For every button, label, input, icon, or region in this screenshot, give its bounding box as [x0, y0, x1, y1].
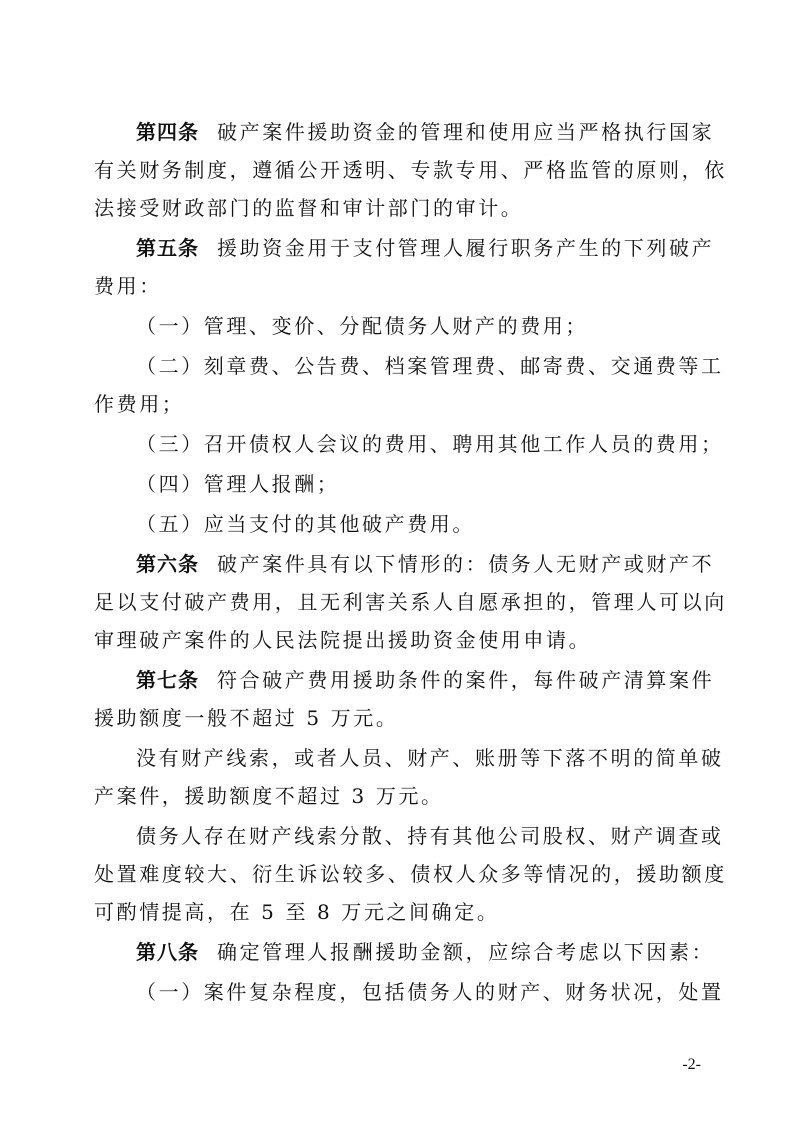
line-text: 援助资金用于支付管理人履行职务产生的下列破产	[217, 236, 715, 260]
article-6-line-2	[94, 583, 727, 621]
line-text: 符合破产费用援助条件的案件，每件破产清算案件	[217, 668, 715, 692]
line-text: （一）案件复杂程度，包括债务人的财产、财务状况，处置	[136, 980, 724, 1004]
line-text: （一）管理、变价、分配债务人财产的费用；	[136, 314, 588, 338]
article-5-item-5	[136, 505, 714, 543]
article-5-line-1	[136, 229, 714, 267]
article-7-para-3-line-2	[94, 855, 727, 893]
line-text: 处置难度较大、衍生诉讼较多、债权人众多等情况的，援助额度	[94, 862, 727, 886]
line-text: （二）刻章费、公告费、档案管理费、邮寄费、交通费等工	[136, 354, 724, 378]
article-7-para-3-line-1	[136, 817, 724, 855]
article-7-para-2-line-2	[94, 777, 714, 815]
page-number: -2-	[682, 1056, 701, 1073]
article-heading: 第六条	[136, 552, 199, 576]
article-heading: 第八条	[136, 940, 199, 964]
article-5-item-2-line-2	[94, 385, 714, 423]
article-4-line-3	[94, 189, 714, 227]
line-text: （三）召开债权人会议的费用、聘用其他工作人员的费用；	[136, 432, 724, 456]
line-text: 审理破产案件的人民法院提出援助资金使用申请。	[94, 628, 592, 652]
line-text: 费用：	[94, 274, 162, 298]
article-7-line-1	[136, 661, 714, 699]
article-5-item-4	[136, 465, 714, 503]
article-heading: 第四条	[136, 120, 199, 144]
article-4-line-2	[94, 151, 727, 189]
article-6-line-1	[136, 545, 714, 583]
line-text: 法接受财政部门的监督和审计部门的审计。	[94, 196, 524, 220]
article-5-item-1	[136, 307, 714, 345]
article-5-line-2	[94, 267, 714, 305]
article-7-para-2-line-1	[136, 739, 724, 777]
article-8-line-1	[136, 933, 714, 971]
article-heading: 第七条	[136, 668, 199, 692]
line-text: 产案件，援助额度不超过 3 万元。	[94, 784, 444, 808]
article-5-item-3	[136, 425, 724, 463]
line-text: 援助额度一般不超过 5 万元。	[94, 706, 399, 730]
line-text: 可酌情提高，在 5 至 8 万元之间确定。	[94, 900, 500, 924]
line-text: 足以支付破产费用，且无利害关系人自愿承担的，管理人可以向	[94, 590, 727, 614]
article-5-item-2-line-1	[136, 347, 724, 385]
article-4-line-1	[136, 113, 714, 151]
article-6-line-3	[94, 621, 714, 659]
line-text: 有关财务制度，遵循公开透明、专款专用、严格监管的原则，依	[94, 158, 727, 182]
article-8-item-1	[136, 973, 724, 1011]
line-text: （五）应当支付的其他破产费用。	[136, 512, 475, 536]
line-text: 没有财产线索，或者人员、财产、账册等下落不明的简单破	[136, 746, 724, 770]
line-text: 确定管理人报酬援助金额，应综合考虑以下因素：	[217, 940, 715, 964]
line-text: 破产案件具有以下情形的：债务人无财产或财产不	[217, 552, 715, 576]
article-7-para-3-line-3	[94, 893, 714, 931]
article-7-line-2	[94, 699, 714, 737]
article-heading: 第五条	[136, 236, 199, 260]
line-text: 破产案件援助资金的管理和使用应当严格执行国家	[217, 120, 715, 144]
line-text: 债务人存在财产线索分散、持有其他公司股权、财产调查或	[136, 824, 724, 848]
line-text: 作费用；	[94, 392, 185, 416]
line-text: （四）管理人报酬；	[136, 472, 340, 496]
